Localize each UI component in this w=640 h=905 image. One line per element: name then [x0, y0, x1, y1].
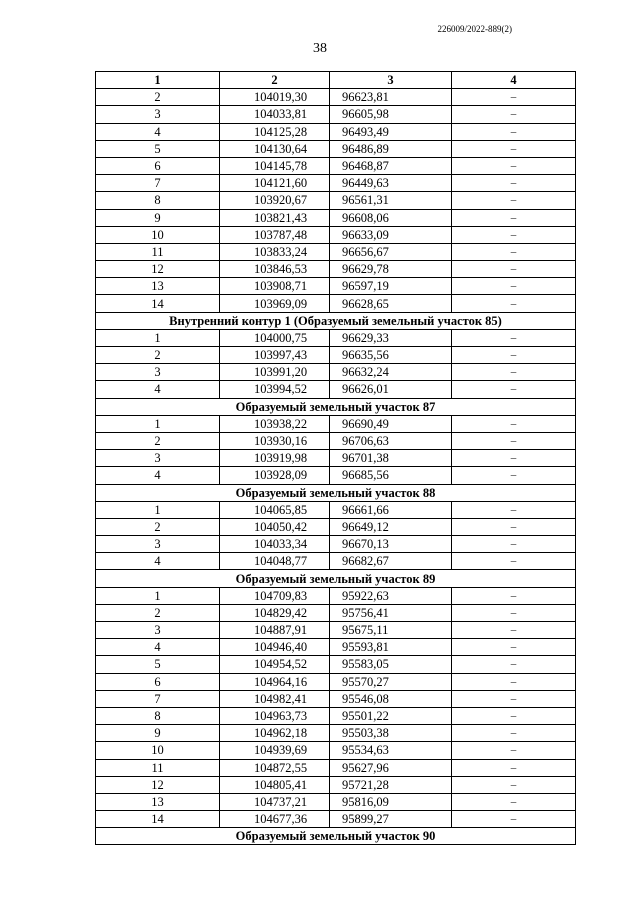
section-title: Образуемый земельный участок 90: [96, 828, 576, 845]
note-cell: –: [452, 329, 576, 346]
x-coordinate-cell: 103928,09: [220, 467, 330, 484]
y-coordinate-cell: 95675,11: [330, 622, 452, 639]
note-cell: –: [452, 123, 576, 140]
x-coordinate-cell: 103994,52: [220, 381, 330, 398]
table-row: [96, 553, 576, 570]
x-coordinate-cell: 103991,20: [220, 364, 330, 381]
table-row: [96, 432, 576, 449]
table-row: [96, 329, 576, 346]
x-coordinate-cell: 104677,36: [220, 811, 330, 828]
y-coordinate-cell: 96493,49: [330, 123, 452, 140]
x-coordinate-cell: 104048,77: [220, 553, 330, 570]
section-title: Образуемый земельный участок 88: [96, 484, 576, 501]
note-cell: –: [452, 261, 576, 278]
point-number-cell: 9: [96, 209, 220, 226]
x-coordinate-cell: 104709,83: [220, 587, 330, 604]
x-coordinate-cell: 104887,91: [220, 622, 330, 639]
table-row: [96, 673, 576, 690]
x-coordinate-cell: 104964,16: [220, 673, 330, 690]
note-cell: –: [452, 209, 576, 226]
table-row: [96, 364, 576, 381]
x-coordinate-cell: 104946,40: [220, 639, 330, 656]
header-cell-y: 3: [330, 72, 452, 89]
point-number-cell: 5: [96, 656, 220, 673]
table-row: [96, 639, 576, 656]
y-coordinate-cell: 96449,63: [330, 175, 452, 192]
note-cell: –: [452, 157, 576, 174]
note-cell: –: [452, 690, 576, 707]
note-cell: –: [452, 793, 576, 810]
x-coordinate-cell: 104963,73: [220, 707, 330, 724]
y-coordinate-cell: 95756,41: [330, 604, 452, 621]
y-coordinate-cell: 96706,63: [330, 432, 452, 449]
y-coordinate-cell: 96629,33: [330, 329, 452, 346]
table-row: [96, 347, 576, 364]
table-row: [96, 776, 576, 793]
y-coordinate-cell: 96682,67: [330, 553, 452, 570]
x-coordinate-cell: 104125,28: [220, 123, 330, 140]
table-row: [96, 106, 576, 123]
note-cell: –: [452, 536, 576, 553]
note-cell: –: [452, 639, 576, 656]
x-coordinate-cell: 104065,85: [220, 501, 330, 518]
y-coordinate-cell: 95899,27: [330, 811, 452, 828]
table-row: [96, 381, 576, 398]
note-cell: –: [452, 364, 576, 381]
note-cell: –: [452, 811, 576, 828]
note-cell: –: [452, 278, 576, 295]
point-number-cell: 10: [96, 226, 220, 243]
x-coordinate-cell: 103920,67: [220, 192, 330, 209]
note-cell: –: [452, 381, 576, 398]
point-number-cell: 9: [96, 725, 220, 742]
section-title-row: [96, 398, 576, 415]
table-row: [96, 140, 576, 157]
y-coordinate-cell: 96597,19: [330, 278, 452, 295]
point-number-cell: 11: [96, 243, 220, 260]
point-number-cell: 5: [96, 140, 220, 157]
point-number-cell: 6: [96, 673, 220, 690]
point-number-cell: 2: [96, 604, 220, 621]
x-coordinate-cell: 104130,64: [220, 140, 330, 157]
section-title-row: [96, 828, 576, 845]
coordinates-table: [95, 71, 576, 845]
table-row: [96, 175, 576, 192]
y-coordinate-cell: 96486,89: [330, 140, 452, 157]
x-coordinate-cell: 103787,48: [220, 226, 330, 243]
point-number-cell: 12: [96, 261, 220, 278]
table-row: [96, 811, 576, 828]
note-cell: –: [452, 347, 576, 364]
note-cell: –: [452, 226, 576, 243]
point-number-cell: 3: [96, 450, 220, 467]
section-title: Образуемый земельный участок 89: [96, 570, 576, 587]
table-row: [96, 536, 576, 553]
x-coordinate-cell: 103908,71: [220, 278, 330, 295]
point-number-cell: 4: [96, 553, 220, 570]
note-cell: –: [452, 673, 576, 690]
note-cell: –: [452, 415, 576, 432]
note-cell: –: [452, 501, 576, 518]
point-number-cell: 6: [96, 157, 220, 174]
y-coordinate-cell: 96649,12: [330, 518, 452, 535]
y-coordinate-cell: 96626,01: [330, 381, 452, 398]
point-number-cell: 3: [96, 364, 220, 381]
table-row: [96, 209, 576, 226]
point-number-cell: 12: [96, 776, 220, 793]
y-coordinate-cell: 95503,38: [330, 725, 452, 742]
table-row: [96, 226, 576, 243]
note-cell: –: [452, 106, 576, 123]
y-coordinate-cell: 96635,56: [330, 347, 452, 364]
section-title-row: [96, 312, 576, 329]
table-row: [96, 725, 576, 742]
note-cell: –: [452, 587, 576, 604]
point-number-cell: 14: [96, 811, 220, 828]
section-title: Образуемый земельный участок 87: [96, 398, 576, 415]
note-cell: –: [452, 707, 576, 724]
point-number-cell: 2: [96, 432, 220, 449]
x-coordinate-cell: 103821,43: [220, 209, 330, 226]
table-row: [96, 157, 576, 174]
point-number-cell: 4: [96, 639, 220, 656]
x-coordinate-cell: 104872,55: [220, 759, 330, 776]
x-coordinate-cell: 104829,42: [220, 604, 330, 621]
section-title: Внутренний контур 1 (Образуемый земельный участок 85): [96, 312, 576, 329]
table-row: [96, 793, 576, 810]
y-coordinate-cell: 95546,08: [330, 690, 452, 707]
note-cell: –: [452, 89, 576, 106]
point-number-cell: 8: [96, 707, 220, 724]
x-coordinate-cell: 103846,53: [220, 261, 330, 278]
point-number-cell: 8: [96, 192, 220, 209]
note-cell: –: [452, 622, 576, 639]
header-cell-note: 4: [452, 72, 576, 89]
x-coordinate-cell: 103919,98: [220, 450, 330, 467]
point-number-cell: 2: [96, 89, 220, 106]
y-coordinate-cell: 96701,38: [330, 450, 452, 467]
table-row: [96, 518, 576, 535]
y-coordinate-cell: 95922,63: [330, 587, 452, 604]
x-coordinate-cell: 103938,22: [220, 415, 330, 432]
point-number-cell: 13: [96, 278, 220, 295]
y-coordinate-cell: 96685,56: [330, 467, 452, 484]
note-cell: –: [452, 243, 576, 260]
y-coordinate-cell: 96605,98: [330, 106, 452, 123]
x-coordinate-cell: 104982,41: [220, 690, 330, 707]
y-coordinate-cell: 96561,31: [330, 192, 452, 209]
x-coordinate-cell: 104033,34: [220, 536, 330, 553]
table-row: [96, 243, 576, 260]
y-coordinate-cell: 95570,27: [330, 673, 452, 690]
point-number-cell: 3: [96, 622, 220, 639]
table-row: [96, 759, 576, 776]
table-row: [96, 123, 576, 140]
point-number-cell: 7: [96, 690, 220, 707]
note-cell: –: [452, 518, 576, 535]
y-coordinate-cell: 96670,13: [330, 536, 452, 553]
table-row: [96, 295, 576, 312]
table-row: [96, 587, 576, 604]
x-coordinate-cell: 104000,75: [220, 329, 330, 346]
point-number-cell: 3: [96, 106, 220, 123]
table-row: [96, 604, 576, 621]
note-cell: –: [452, 140, 576, 157]
note-cell: –: [452, 604, 576, 621]
table-header-row: [96, 72, 576, 89]
note-cell: –: [452, 776, 576, 793]
point-number-cell: 1: [96, 329, 220, 346]
note-cell: –: [452, 175, 576, 192]
x-coordinate-cell: 104962,18: [220, 725, 330, 742]
note-cell: –: [452, 553, 576, 570]
coordinates-table-body: [96, 72, 576, 845]
table-row: [96, 89, 576, 106]
note-cell: –: [452, 759, 576, 776]
table-row: [96, 707, 576, 724]
x-coordinate-cell: 104121,60: [220, 175, 330, 192]
x-coordinate-cell: 103969,09: [220, 295, 330, 312]
note-cell: –: [452, 450, 576, 467]
point-number-cell: 2: [96, 518, 220, 535]
note-cell: –: [452, 742, 576, 759]
note-cell: –: [452, 467, 576, 484]
point-number-cell: 4: [96, 123, 220, 140]
point-number-cell: 10: [96, 742, 220, 759]
y-coordinate-cell: 96690,49: [330, 415, 452, 432]
x-coordinate-cell: 104050,42: [220, 518, 330, 535]
x-coordinate-cell: 103997,43: [220, 347, 330, 364]
section-title-row: [96, 484, 576, 501]
table-row: [96, 261, 576, 278]
x-coordinate-cell: 104805,41: [220, 776, 330, 793]
x-coordinate-cell: 103930,16: [220, 432, 330, 449]
document-id: 226009/2022-889(2): [437, 24, 512, 34]
y-coordinate-cell: 95627,96: [330, 759, 452, 776]
y-coordinate-cell: 95816,09: [330, 793, 452, 810]
point-number-cell: 3: [96, 536, 220, 553]
table-row: [96, 656, 576, 673]
point-number-cell: 4: [96, 381, 220, 398]
table-row: [96, 278, 576, 295]
note-cell: –: [452, 656, 576, 673]
y-coordinate-cell: 96656,67: [330, 243, 452, 260]
x-coordinate-cell: 104033,81: [220, 106, 330, 123]
y-coordinate-cell: 96608,06: [330, 209, 452, 226]
point-number-cell: 4: [96, 467, 220, 484]
table-row: [96, 415, 576, 432]
point-number-cell: 14: [96, 295, 220, 312]
table-row: [96, 192, 576, 209]
x-coordinate-cell: 104939,69: [220, 742, 330, 759]
table-row: [96, 450, 576, 467]
header-cell-x: 2: [220, 72, 330, 89]
x-coordinate-cell: 104954,52: [220, 656, 330, 673]
note-cell: –: [452, 725, 576, 742]
y-coordinate-cell: 95501,22: [330, 707, 452, 724]
x-coordinate-cell: 104019,30: [220, 89, 330, 106]
page-number: 38: [313, 41, 327, 56]
table-row: [96, 501, 576, 518]
y-coordinate-cell: 96632,24: [330, 364, 452, 381]
point-number-cell: 11: [96, 759, 220, 776]
table-row: [96, 467, 576, 484]
y-coordinate-cell: 96628,65: [330, 295, 452, 312]
point-number-cell: 1: [96, 587, 220, 604]
note-cell: –: [452, 295, 576, 312]
x-coordinate-cell: 104737,21: [220, 793, 330, 810]
section-title-row: [96, 570, 576, 587]
y-coordinate-cell: 95534,63: [330, 742, 452, 759]
y-coordinate-cell: 95593,81: [330, 639, 452, 656]
header-cell-point: 1: [96, 72, 220, 89]
point-number-cell: 1: [96, 415, 220, 432]
point-number-cell: 13: [96, 793, 220, 810]
y-coordinate-cell: 95583,05: [330, 656, 452, 673]
y-coordinate-cell: 96629,78: [330, 261, 452, 278]
y-coordinate-cell: 95721,28: [330, 776, 452, 793]
x-coordinate-cell: 104145,78: [220, 157, 330, 174]
point-number-cell: 1: [96, 501, 220, 518]
table-row: [96, 742, 576, 759]
note-cell: –: [452, 192, 576, 209]
note-cell: –: [452, 432, 576, 449]
y-coordinate-cell: 96661,66: [330, 501, 452, 518]
y-coordinate-cell: 96623,81: [330, 89, 452, 106]
table-row: [96, 690, 576, 707]
x-coordinate-cell: 103833,24: [220, 243, 330, 260]
point-number-cell: 2: [96, 347, 220, 364]
point-number-cell: 7: [96, 175, 220, 192]
table-row: [96, 622, 576, 639]
y-coordinate-cell: 96633,09: [330, 226, 452, 243]
y-coordinate-cell: 96468,87: [330, 157, 452, 174]
